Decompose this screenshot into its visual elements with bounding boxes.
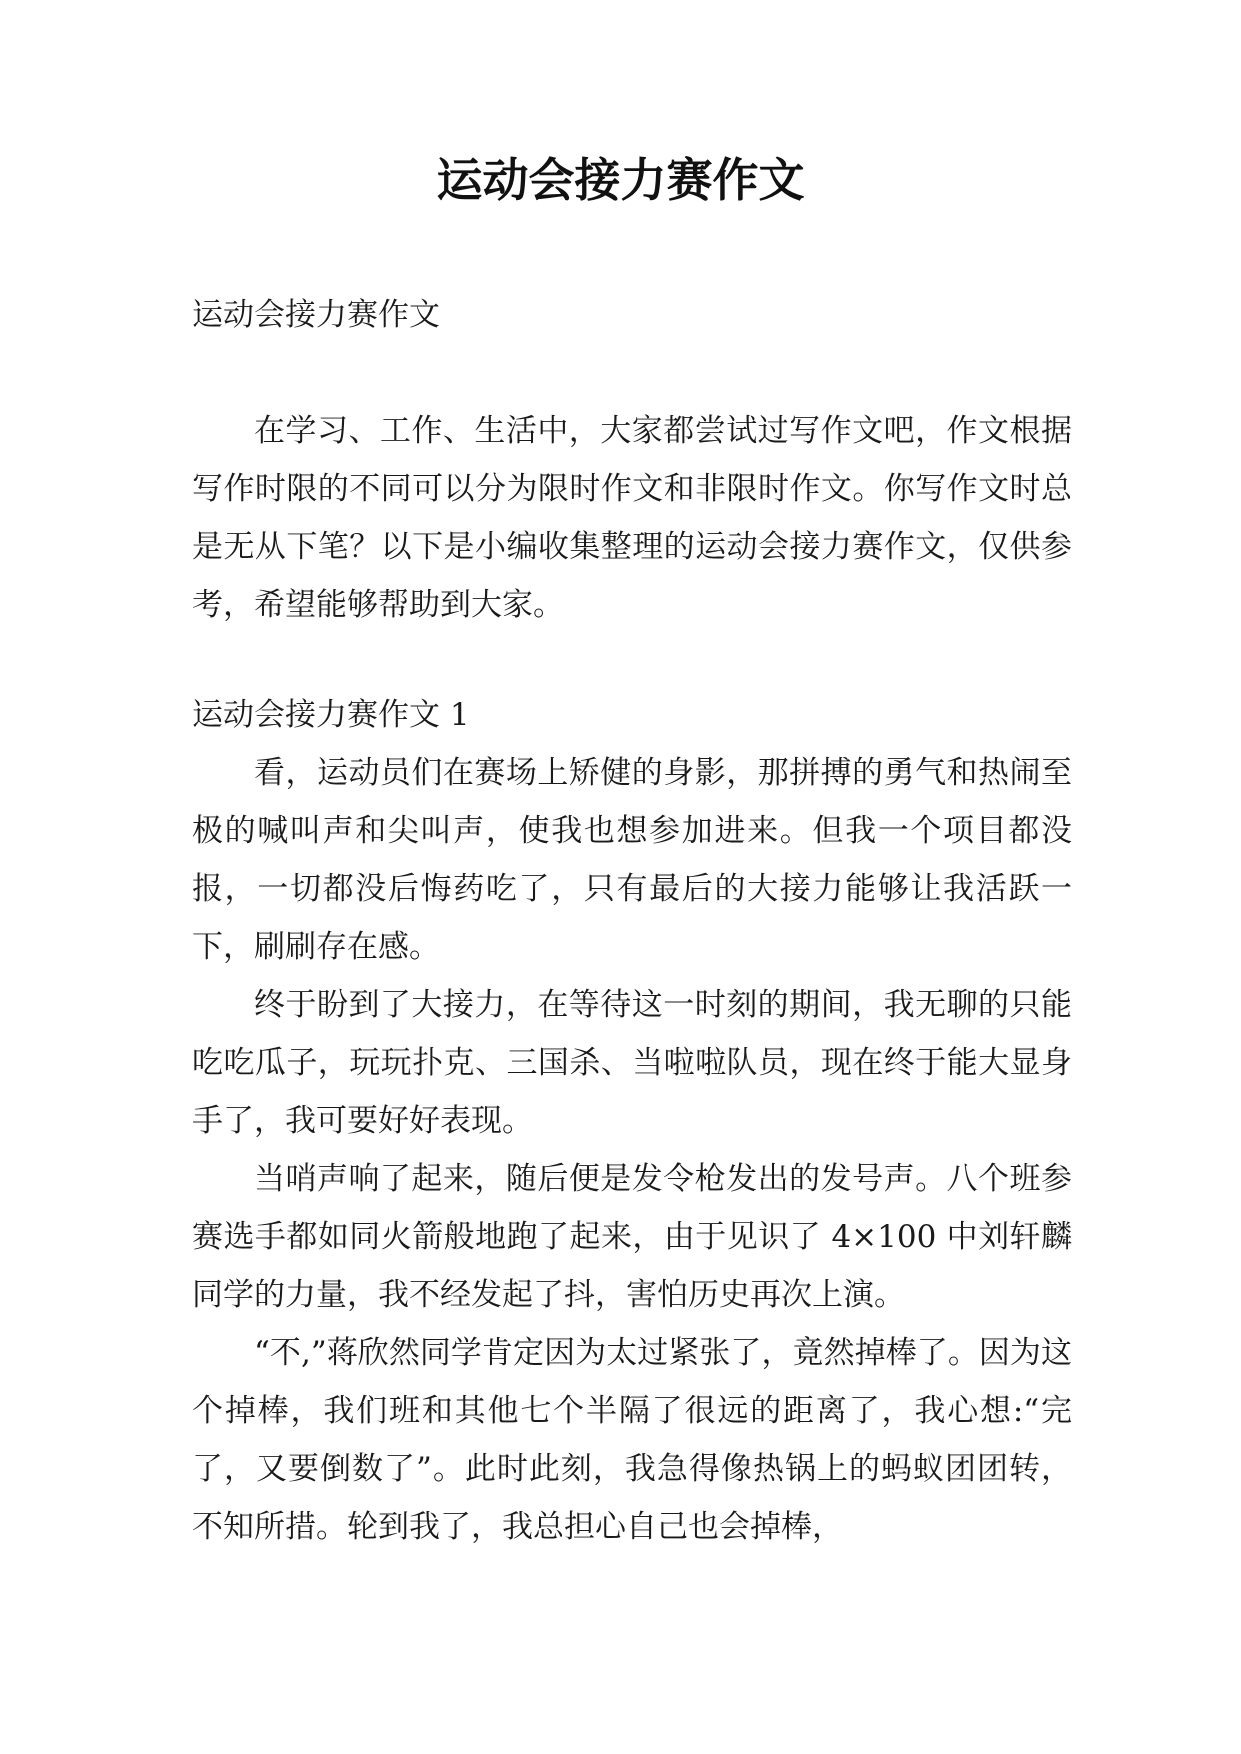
body-paragraph: 终于盼到了大接力，在等待这一时刻的期间，我无聊的只能吃吃瓜子，玩玩扑克、三国杀、当啦啦队员，现在终于能大显身手了，我可要好好表现。 <box>192 987 1072 1139</box>
body-paragraph: 看，运动员们在赛场上矫健的身影，那拼搏的勇气和热闹至极的喊叫声和尖叫声，使我也想参加进来。但我一个项目都没报，一切都没后悔药吃了，只有最后的大接力能够让我活跃一下，刷刷存在感。 <box>192 755 1072 965</box>
document-body <box>192 286 1072 1556</box>
spacer <box>192 344 1072 402</box>
spacer <box>192 634 1072 686</box>
intro-paragraph: 在学习、工作、生活中，大家都尝试过写作文吧，作文根据写作时限的不同可以分为限时作文和非限时作文。你写作文时总是无从下笔？以下是小编收集整理的运动会接力赛作文，仅供参考，希望能够帮助到大家。 <box>192 413 1072 623</box>
document-subtitle: 运动会接力赛作文 <box>192 297 440 333</box>
section-heading: 运动会接力赛作文 1 <box>192 697 470 733</box>
body-paragraph: 当哨声响了起来，随后便是发令枪发出的发号声。八个班参赛选手都如同火箭般地跑了起来，由于见识了 4×100 中刘轩麟同学的力量，我不经发起了抖，害怕历史再次上演。 <box>192 1161 1072 1313</box>
body-paragraph: “不,”蒋欣然同学肯定因为太过紧张了，竟然掉棒了。因为这个掉棒，我们班和其他七个半隔了很远的距离了，我心想:“完了，又要倒数了”。此时此刻，我急得像热锅上的蚂蚁团团转，不知所措。轮到我了，我总担心自己也会掉棒， <box>192 1335 1072 1545</box>
document-title: 运动会接力赛作文 <box>436 153 805 207</box>
